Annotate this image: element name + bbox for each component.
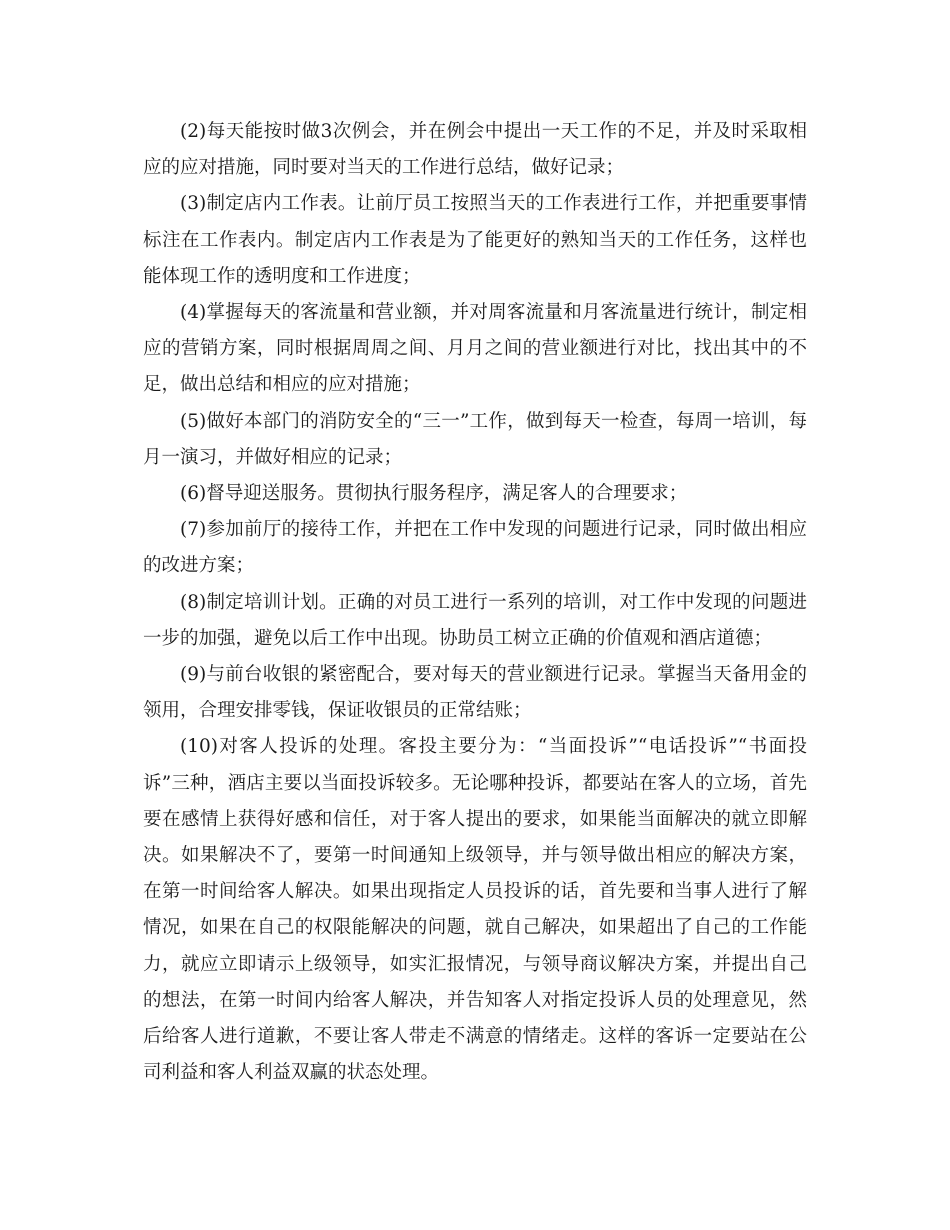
paragraph-item-2: (2)每天能按时做3次例会，并在例会中提出一天工作的不足，并及时采取相应的应对措施，同时要对当天的工作进行总结，做好记录； bbox=[143, 121, 807, 179]
paragraph-item-8: (8)制定培训计划。正确的对员工进行一系列的培训，对工作中发现的问题进一步的加强，避免以后工作中出现。协助员工树立正确的价值观和酒店道德； bbox=[143, 591, 807, 649]
paragraph-item-6: (6)督导迎送服务。贯彻执行服务程序，满足客人的合理要求； bbox=[180, 483, 688, 505]
paragraph-item-4: (4)掌握每天的客流量和营业额，并对周客流量和月客流量进行统计，制定相应的营销方案，同时根据周周之间、月月之间的营业额进行对比，找出其中的不足，做出总结和相应的应对措施； bbox=[143, 302, 807, 396]
paragraph-item-7: (7)参加前厅的接待工作，并把在工作中发现的问题进行记录，同时做出相应的改进方案； bbox=[143, 519, 807, 577]
paragraph-item-5: (5)做好本部门的消防安全的“三一”工作，做到每天一检查，每周一培训，每月一演习，并做好相应的记录； bbox=[143, 410, 807, 468]
paragraph-item-3: (3)制定店内工作表。让前厅员工按照当天的工作表进行工作，并把重要事情标注在工作表内。制定店内工作表是为了能更好的熟知当天的工作任务，这样也能体现工作的透明度和工作进度； bbox=[143, 193, 807, 287]
paragraph-item-9: (9)与前台收银的紧密配合，要对每天的营业额进行记录。掌握当天备用金的领用，合理安排零钱，保证收银员的正常结账； bbox=[143, 664, 807, 722]
paragraph-item-10: (10)对客人投诉的处理。客投主要分为：“当面投诉”“电话投诉”“书面投诉”三种，酒店主要以当面投诉较多。无论哪种投诉，都要站在客人的立场，首先要在感情上获得好感和信任，对于客人提出的要求，如果能当面解决的就立即解决。如果解决不了，要第一时间通知上级领导，并与领导做出相应的解决方案，在第一时间给客人解决。如果出现指定人员投诉的话，首先要和当事人进行了解情况，如果在自己的权限能解决的问题，就自己解决，如果超出了自己的工作能力，就应立即请示上级领导，如实汇报情况，与领导商议解决方案，并提出自己的想法，在第一时间内给客人解决，并告知客人对指定投诉人员的处理意见，然后给客人进行道歉，不要让客人带走不满意的情绪走。这样的客诉一定要站在公司利益和客人利益双赢的状态处理。 bbox=[143, 736, 807, 1084]
document-body bbox=[143, 114, 807, 1091]
